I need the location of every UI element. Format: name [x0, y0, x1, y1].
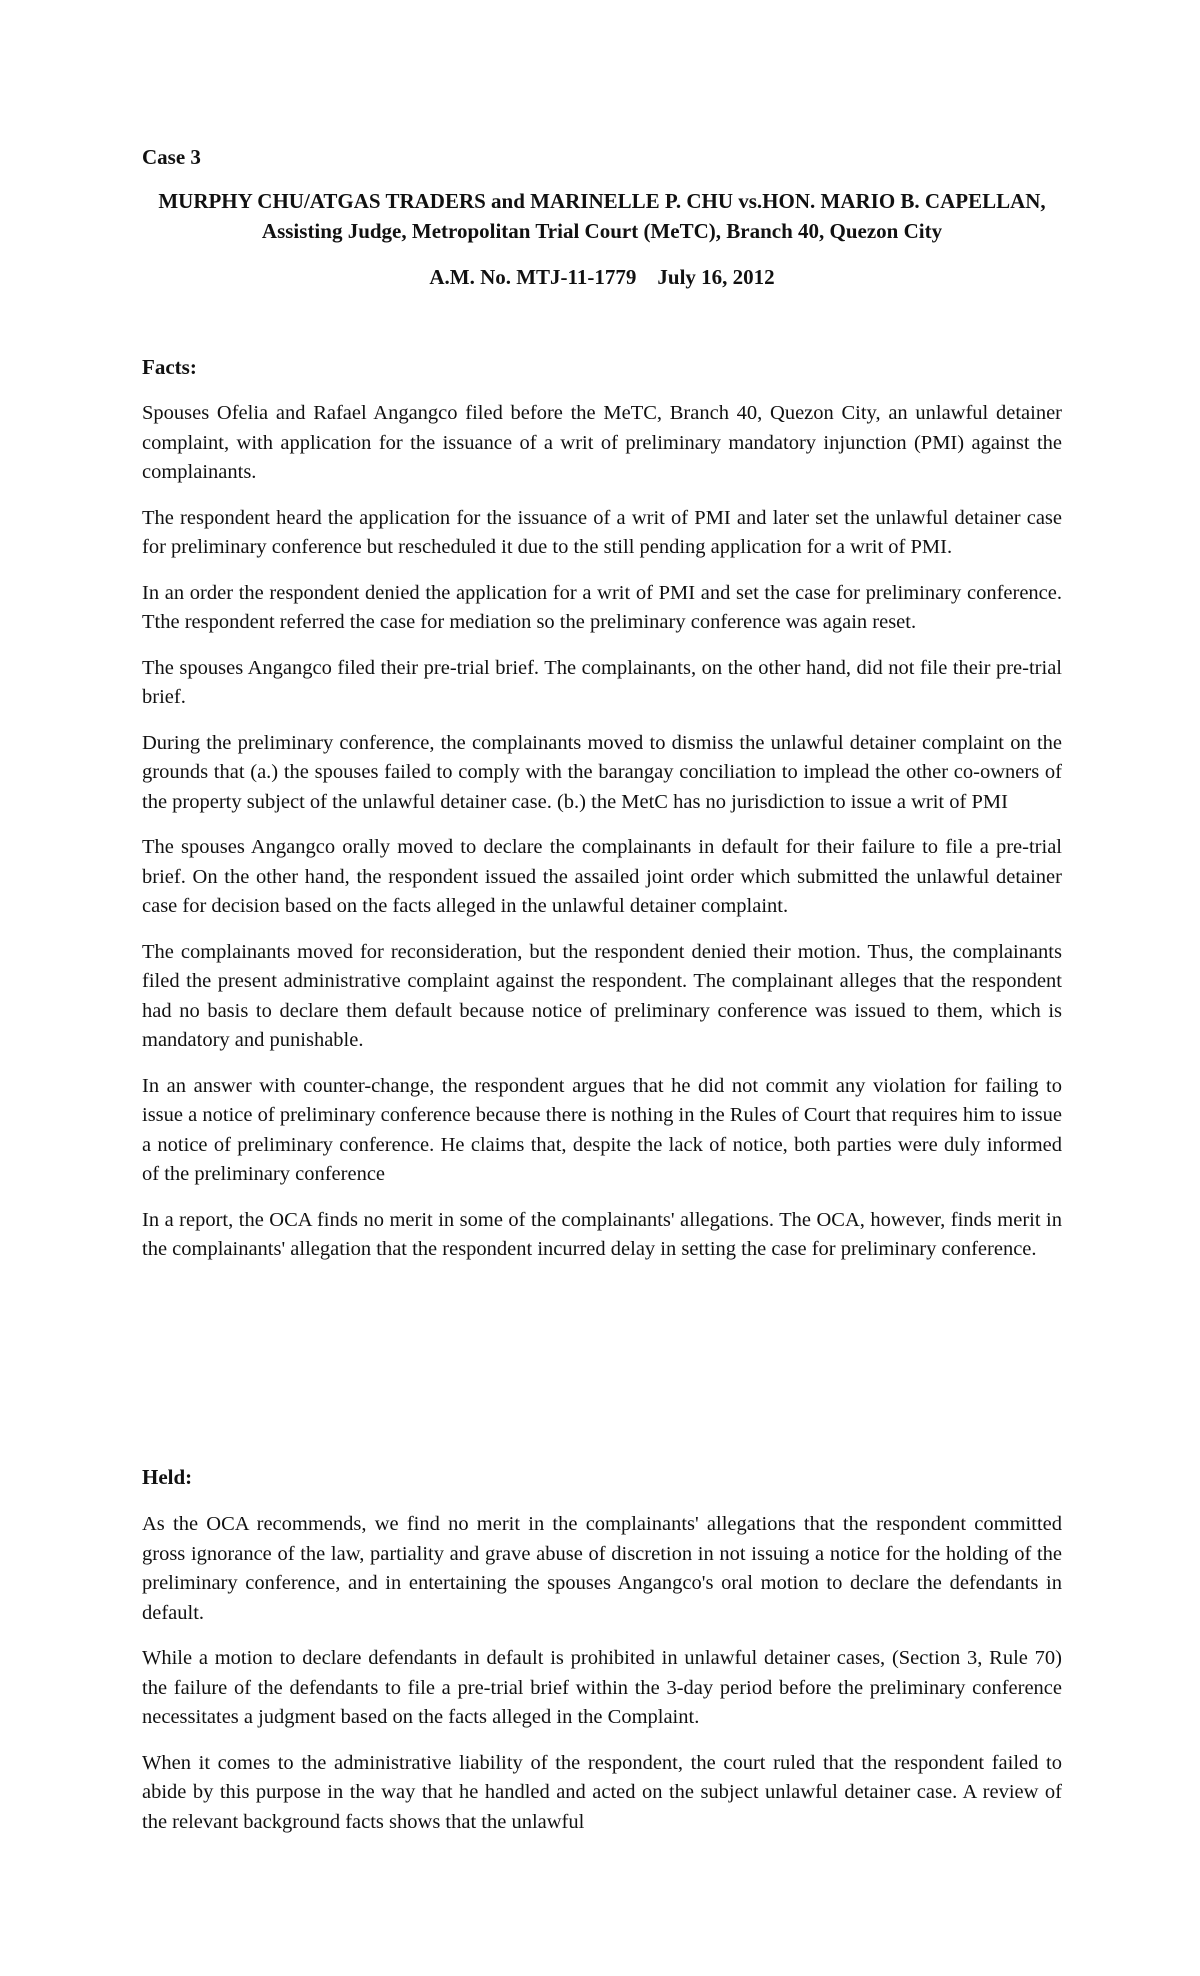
document-page — [142, 0, 1062, 1976]
facts-paragraph: Spouses Ofelia and Rafael Angangco filed before the MeTC, Branch 40, Quezon City, an unlawful detainer complaint, with application for the issuance of a writ of preliminary mandatory injunction (PMI) against the complainants. — [142, 402, 1062, 483]
facts-paragraph: The spouses Angangco orally moved to declare the complainants in default for their failure to file a pre-trial brief. On the other hand, the respondent issued the assailed joint order which submitted the unlawful detainer case for decision based on the facts alleged in the unlawful detainer complaint. — [142, 836, 1062, 917]
held-heading: Held: — [142, 1465, 193, 1489]
held-paragraph: While a motion to declare defendants in default is prohibited in unlawful detainer cases, (Section 3, Rule 70) the failure of the defendants to file a pre-trial brief within the 3-day period before the preliminary conference necessitates a judgment based on the facts alleged in the Complaint. — [142, 1647, 1062, 1728]
facts-paragraph: In an order the respondent denied the application for a writ of PMI and set the case for preliminary conference. Tthe respondent referred the case for mediation so the preliminary conference was again reset. — [142, 581, 1062, 633]
held-paragraph: When it comes to the administrative liability of the respondent, the court ruled that the respondent failed to abide by this purpose in the way that he handled and acted on the subject unlawful detainer case. A review of the relevant background facts shows that the unlawful — [142, 1751, 1062, 1833]
case-label: Case 3 — [142, 145, 201, 169]
facts-paragraph: In an answer with counter-change, the respondent argues that he did not commit any violation for failing to issue a notice of preliminary conference because there is nothing in the Rules of Court that requires him to issue a notice of preliminary conference. He claims that, despite the lack of notice, both parties were duly informed of the preliminary conference — [142, 1074, 1062, 1185]
facts-paragraph: The respondent heard the application for the issuance of a writ of PMI and later set the unlawful detainer case for preliminary conference but rescheduled it due to the still pending application for a writ of PMI. — [142, 506, 1062, 558]
facts-heading: Facts: — [142, 355, 197, 379]
held-section — [142, 1510, 1062, 1853]
facts-paragraph: The spouses Angangco filed their pre-trial brief. The complainants, on the other hand, did not file their pre-trial brief. — [142, 656, 1062, 708]
facts-paragraph: In a report, the OCA finds no merit in some of the complainants' allegations. The OCA, however, finds merit in the complainants' allegation that the respondent incurred delay in setting the case for preliminary conference. — [142, 1208, 1062, 1260]
held-paragraph: As the OCA recommends, we find no merit in the complainants' allegations that the respondent committed gross ignorance of the law, partiality and grave abuse of discretion in not issuing a notice for the holding of the preliminary conference, and in entertaining the spouses Angangco's oral motion to declare the defendants in default. — [142, 1513, 1062, 1624]
case-title: MURPHY CHU/ATGAS TRADERS and MARINELLE P. CHU vs.HON. MARIO B. CAPELLAN, Assisting Judge, Metropolitan Trial Court (MeTC), Branch 40, Quezon City — [158, 189, 1046, 243]
case-number: A.M. No. MTJ-11-1779 July 16, 2012 — [429, 265, 775, 289]
facts-section — [142, 399, 1062, 1281]
facts-paragraph: The complainants moved for reconsideration, but the respondent denied their motion. Thus, the complainants filed the present administrative complaint against the respondent. The complainant alleges that the respondent had no basis to declare them default because notice of preliminary conference was issued to them, which is mandatory and punishable. — [142, 940, 1062, 1051]
facts-paragraph: During the preliminary conference, the complainants moved to dismiss the unlawful detainer complaint on the grounds that (a.) the spouses failed to comply with the barangay conciliation to implead the other co-owners of the property subject of the unlawful detainer case. (b.) the MetC has no jurisdiction to issue a writ of PMI — [142, 731, 1062, 813]
